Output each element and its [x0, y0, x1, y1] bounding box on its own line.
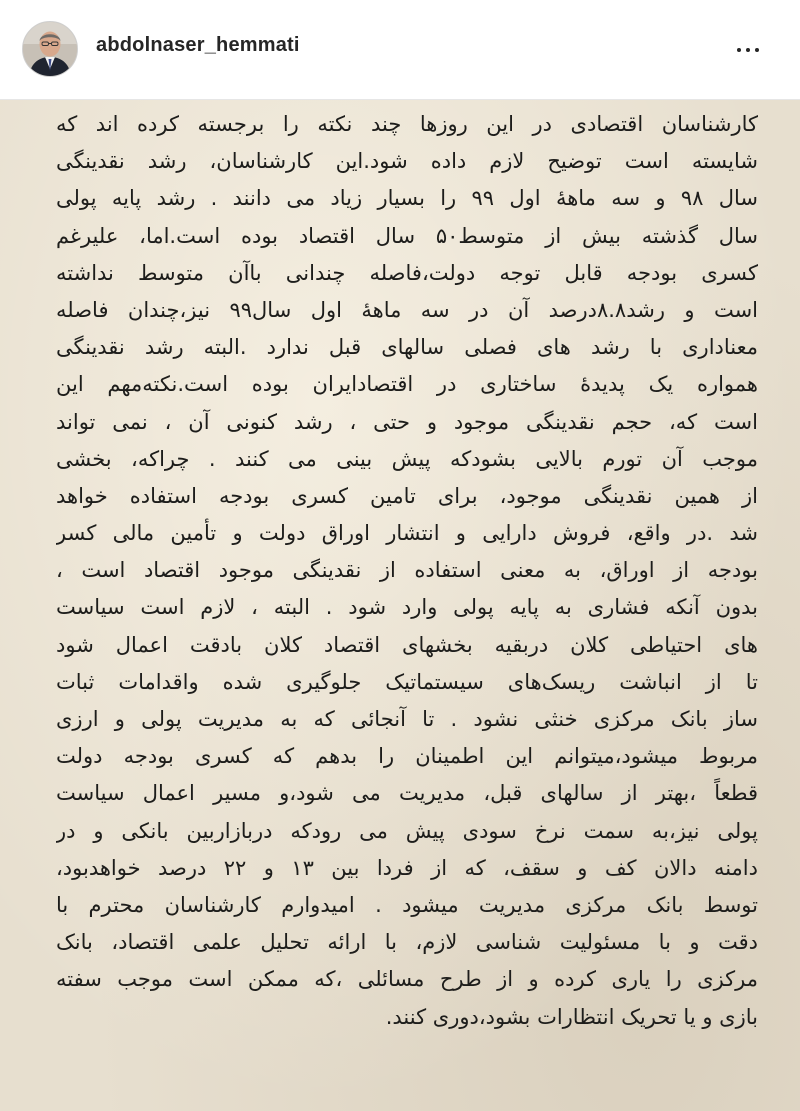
text-line: بودجه از اوراق، به معنی استفاده از نقدینگی موجود اقتصاد است ، — [56, 558, 758, 583]
post-text — [56, 106, 758, 1036]
text-line: موجب آن تورم بالایی بشودکه پیش بینی می کنند . چراکه، بخشی — [56, 446, 758, 471]
text-line: پولی نیز،به سمت نرخ سودی پیش می رودکه دربازاربین بانکی و در — [56, 818, 758, 843]
text-line: تا از انباشت ریسک‌های سیستماتیک جلوگیری شده واقدامات ثبات — [56, 669, 758, 694]
text-line: کسری بودجه قابل توجه دولت،فاصله چندانی باآن متوسط نداشته — [56, 260, 758, 285]
text-line: توسط بانک مرکزی مدیریت میشود . امیدوارم کارشناسان محترم با — [56, 892, 758, 917]
text-line: همواره یک پدیدۀ ساختاری در اقتصادایران بوده است.نکته‌مهم این — [56, 372, 758, 397]
text-line: شد .در واقع، فروش دارایی و انتشار اوراق دولت و تأمین مالی کسر — [56, 521, 758, 546]
profile-photo[interactable] — [22, 21, 78, 77]
text-line: است و رشد۸.۸درصد آن در سه ماهۀ اول سال۹۹ نیز،چندان فاصله — [56, 297, 758, 322]
text-line: شایسته است توضیح لازم داده شود.این کارشناسان، رشد نقدینگی — [56, 149, 758, 174]
text-line: بدون آنکه فشاری به پایه پولی وارد شود . البته ، لازم است سیاست — [56, 595, 758, 620]
post-image[interactable] — [0, 100, 800, 1111]
text-line: دقت و با مسئولیت شناسی لازم، با ارائه تحلیل علمی اقتصاد، بانک — [56, 930, 758, 955]
text-line: قطعاً ،بهتر از سالهای قبل، مدیریت می شود،و مسیر اعمال سیاست — [56, 781, 758, 806]
text-line: دامنه دالان کف و سقف، که از فردا بین ۱۳ و ۲۲ درصد خواهدبود، — [56, 855, 758, 880]
more-dot — [746, 48, 750, 52]
avatar-image — [23, 22, 77, 76]
text-line: ساز بانک مرکزی خنثی نشود . تا آنجائی که به مدیریت پولی و ارزی — [56, 707, 758, 731]
text-line: مربوط میشود،میتوانم این اطمینان را بدهم که کسری بودجه دولت — [56, 744, 758, 769]
username[interactable]: abdolnaser_hemmati — [96, 34, 300, 56]
post-header — [0, 0, 800, 100]
text-line: کارشناسان اقتصادی در این روزها چند نکته را برجسته کرده اند که — [56, 112, 758, 136]
more-dot — [755, 48, 759, 52]
text-line: از همین نقدینگی موجود، برای تامین کسری بودجه استفاده خواهد — [56, 483, 758, 508]
text-line: معناداری با رشد های فصلی سالهای قبل ندارد .البته رشد نقدینگی — [56, 335, 758, 360]
more-dot — [737, 48, 741, 52]
text-line: مرکزی را یاری کرده و از طرح مسائلی ،که ممکن است موجب سفته — [56, 967, 758, 992]
text-line: بازی و یا تحریک انتظارات بشود،دوری کنند. — [385, 1004, 758, 1029]
more-options-icon[interactable] — [726, 30, 770, 70]
text-line: های احتیاطی کلان دربقیه بخشهای اقتصاد کلان بادقت اعمال شود — [56, 632, 758, 657]
text-line: سال ۹۸ و سه ماهۀ اول ۹۹ را بسیار زیاد می دانند . رشد پایه پولی — [56, 186, 758, 211]
text-line: سال گذشته بیش از متوسط۵۰ سال اقتصاد بوده است.اما، علیرغم — [56, 223, 758, 248]
text-line: است که، حجم نقدینگی موجود و حتی ، رشد کنونی آن ، نمی تواند — [56, 409, 758, 434]
